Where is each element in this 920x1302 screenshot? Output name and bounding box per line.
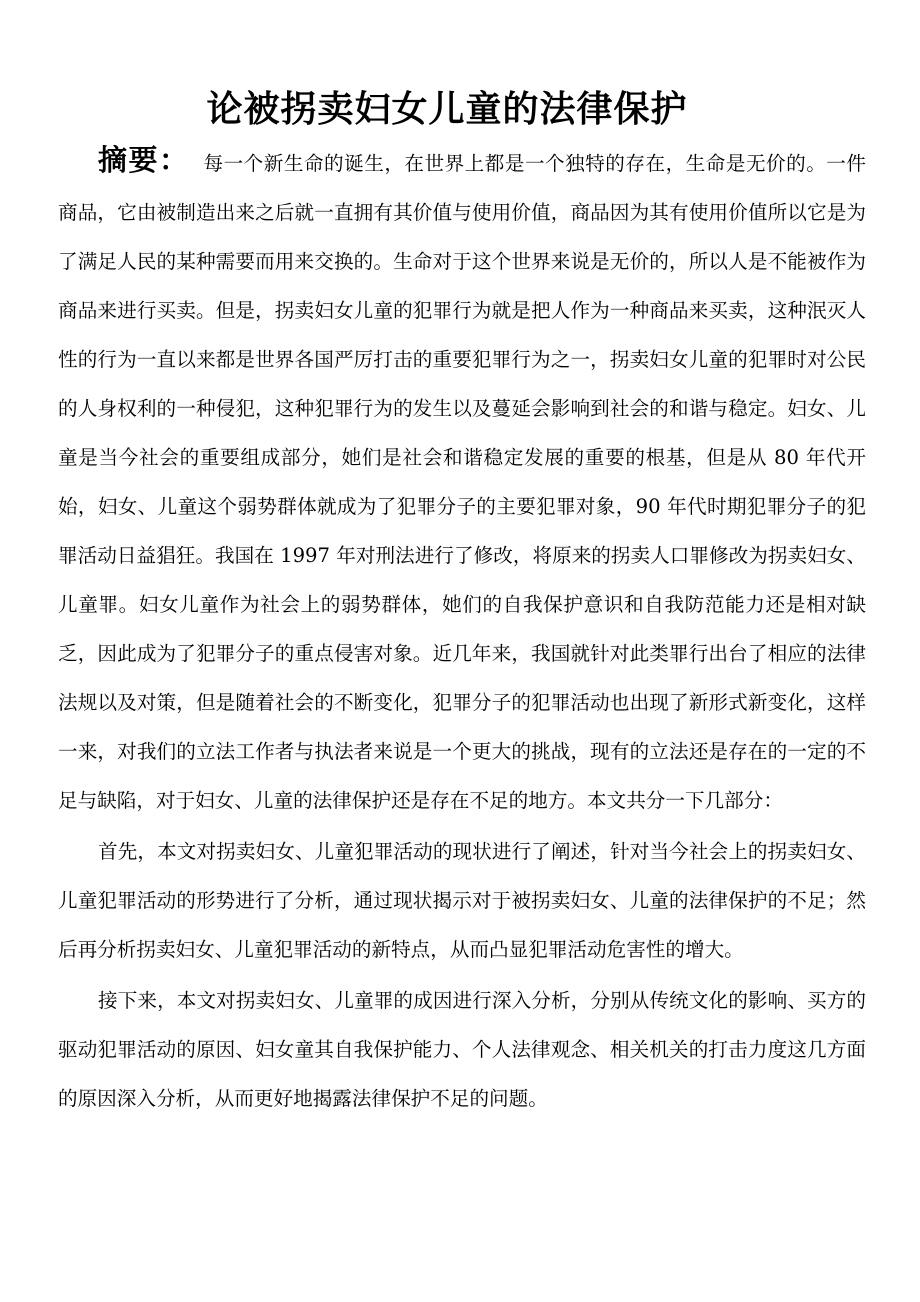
abstract-label: 摘要： bbox=[98, 143, 190, 177]
abstract-text: 每一个新生命的诞生，在世界上都是一个独特的存在，生命是无价的。一件商品，它由被制造出来之后就一直拥有其价值与使用价值，商品因为其有使用价值所以它是为了满足人民的某种需要而用来交换的。生命对于这个世界来说是无价的，所以人是不能被作为商品来进行买卖。但是，拐卖妇女儿童的犯罪行为就是把人作为一种商品来买卖，这种泯灭人性的行为一直以来都是世界各国严厉打击的重要犯罪行为之一，拐卖妇女儿童的犯罪时对公民的人身权利的一种侵犯，这种犯罪行为的发生以及蔓延会影响到社会的和谐与稳定。妇女、儿童是当今社会的重要组成部分，她们是社会和谐稳定发展的重要的根基，但是从 80 年代开始，妇女、儿童这个弱势群体就成为了犯罪分子的主要犯罪对象，90 年代时期犯罪分子的犯罪活动日益猖狂。我国在 1997 年对刑法进行了修改，将原来的拐卖人口罪修改为拐卖妇女、儿童罪。妇女儿童作为社会上的弱势群体，她们的自我保护意识和自我防范能力还是相对缺乏，因此成为了犯罪分子的重点侵害对象。近几年来，我国就针对此类罪行出台了相应的法律法规以及对策，但是随着社会的不断变化，犯罪分子的犯罪活动也出现了新形式新变化，这样一来，对我们的立法工作者与执法者来说是一个更大的挑战，现有的立法还是存在的一定的不足与缺陷，对于妇女、儿童的法律保护还是存在不足的地方。本文共分一下几部分： bbox=[58, 152, 866, 812]
document-title: 论被拐卖妇女儿童的法律保护 bbox=[206, 89, 688, 131]
abstract-paragraph bbox=[58, 136, 866, 825]
body-paragraph-1: 首先，本文对拐卖妇女、儿童犯罪活动的现状进行了阐述，针对当今社会上的拐卖妇女、儿童犯罪活动的形势进行了分析，通过现状揭示对于被拐卖妇女、儿童的法律保护的不足；然后再分析拐卖妇女、儿童犯罪活动的新特点，从而凸显犯罪活动危害性的增大。 bbox=[58, 840, 866, 961]
document-body bbox=[58, 136, 866, 1123]
body-paragraph-2: 接下来，本文对拐卖妇女、儿童罪的成因进行深入分析，分别从传统文化的影响、买方的驱动犯罪活动的原因、妇女童其自我保护能力、个人法律观念、相关机关的打击力度这几方面的原因深入分析，从而更好地揭露法律保护不足的问题。 bbox=[58, 989, 866, 1110]
